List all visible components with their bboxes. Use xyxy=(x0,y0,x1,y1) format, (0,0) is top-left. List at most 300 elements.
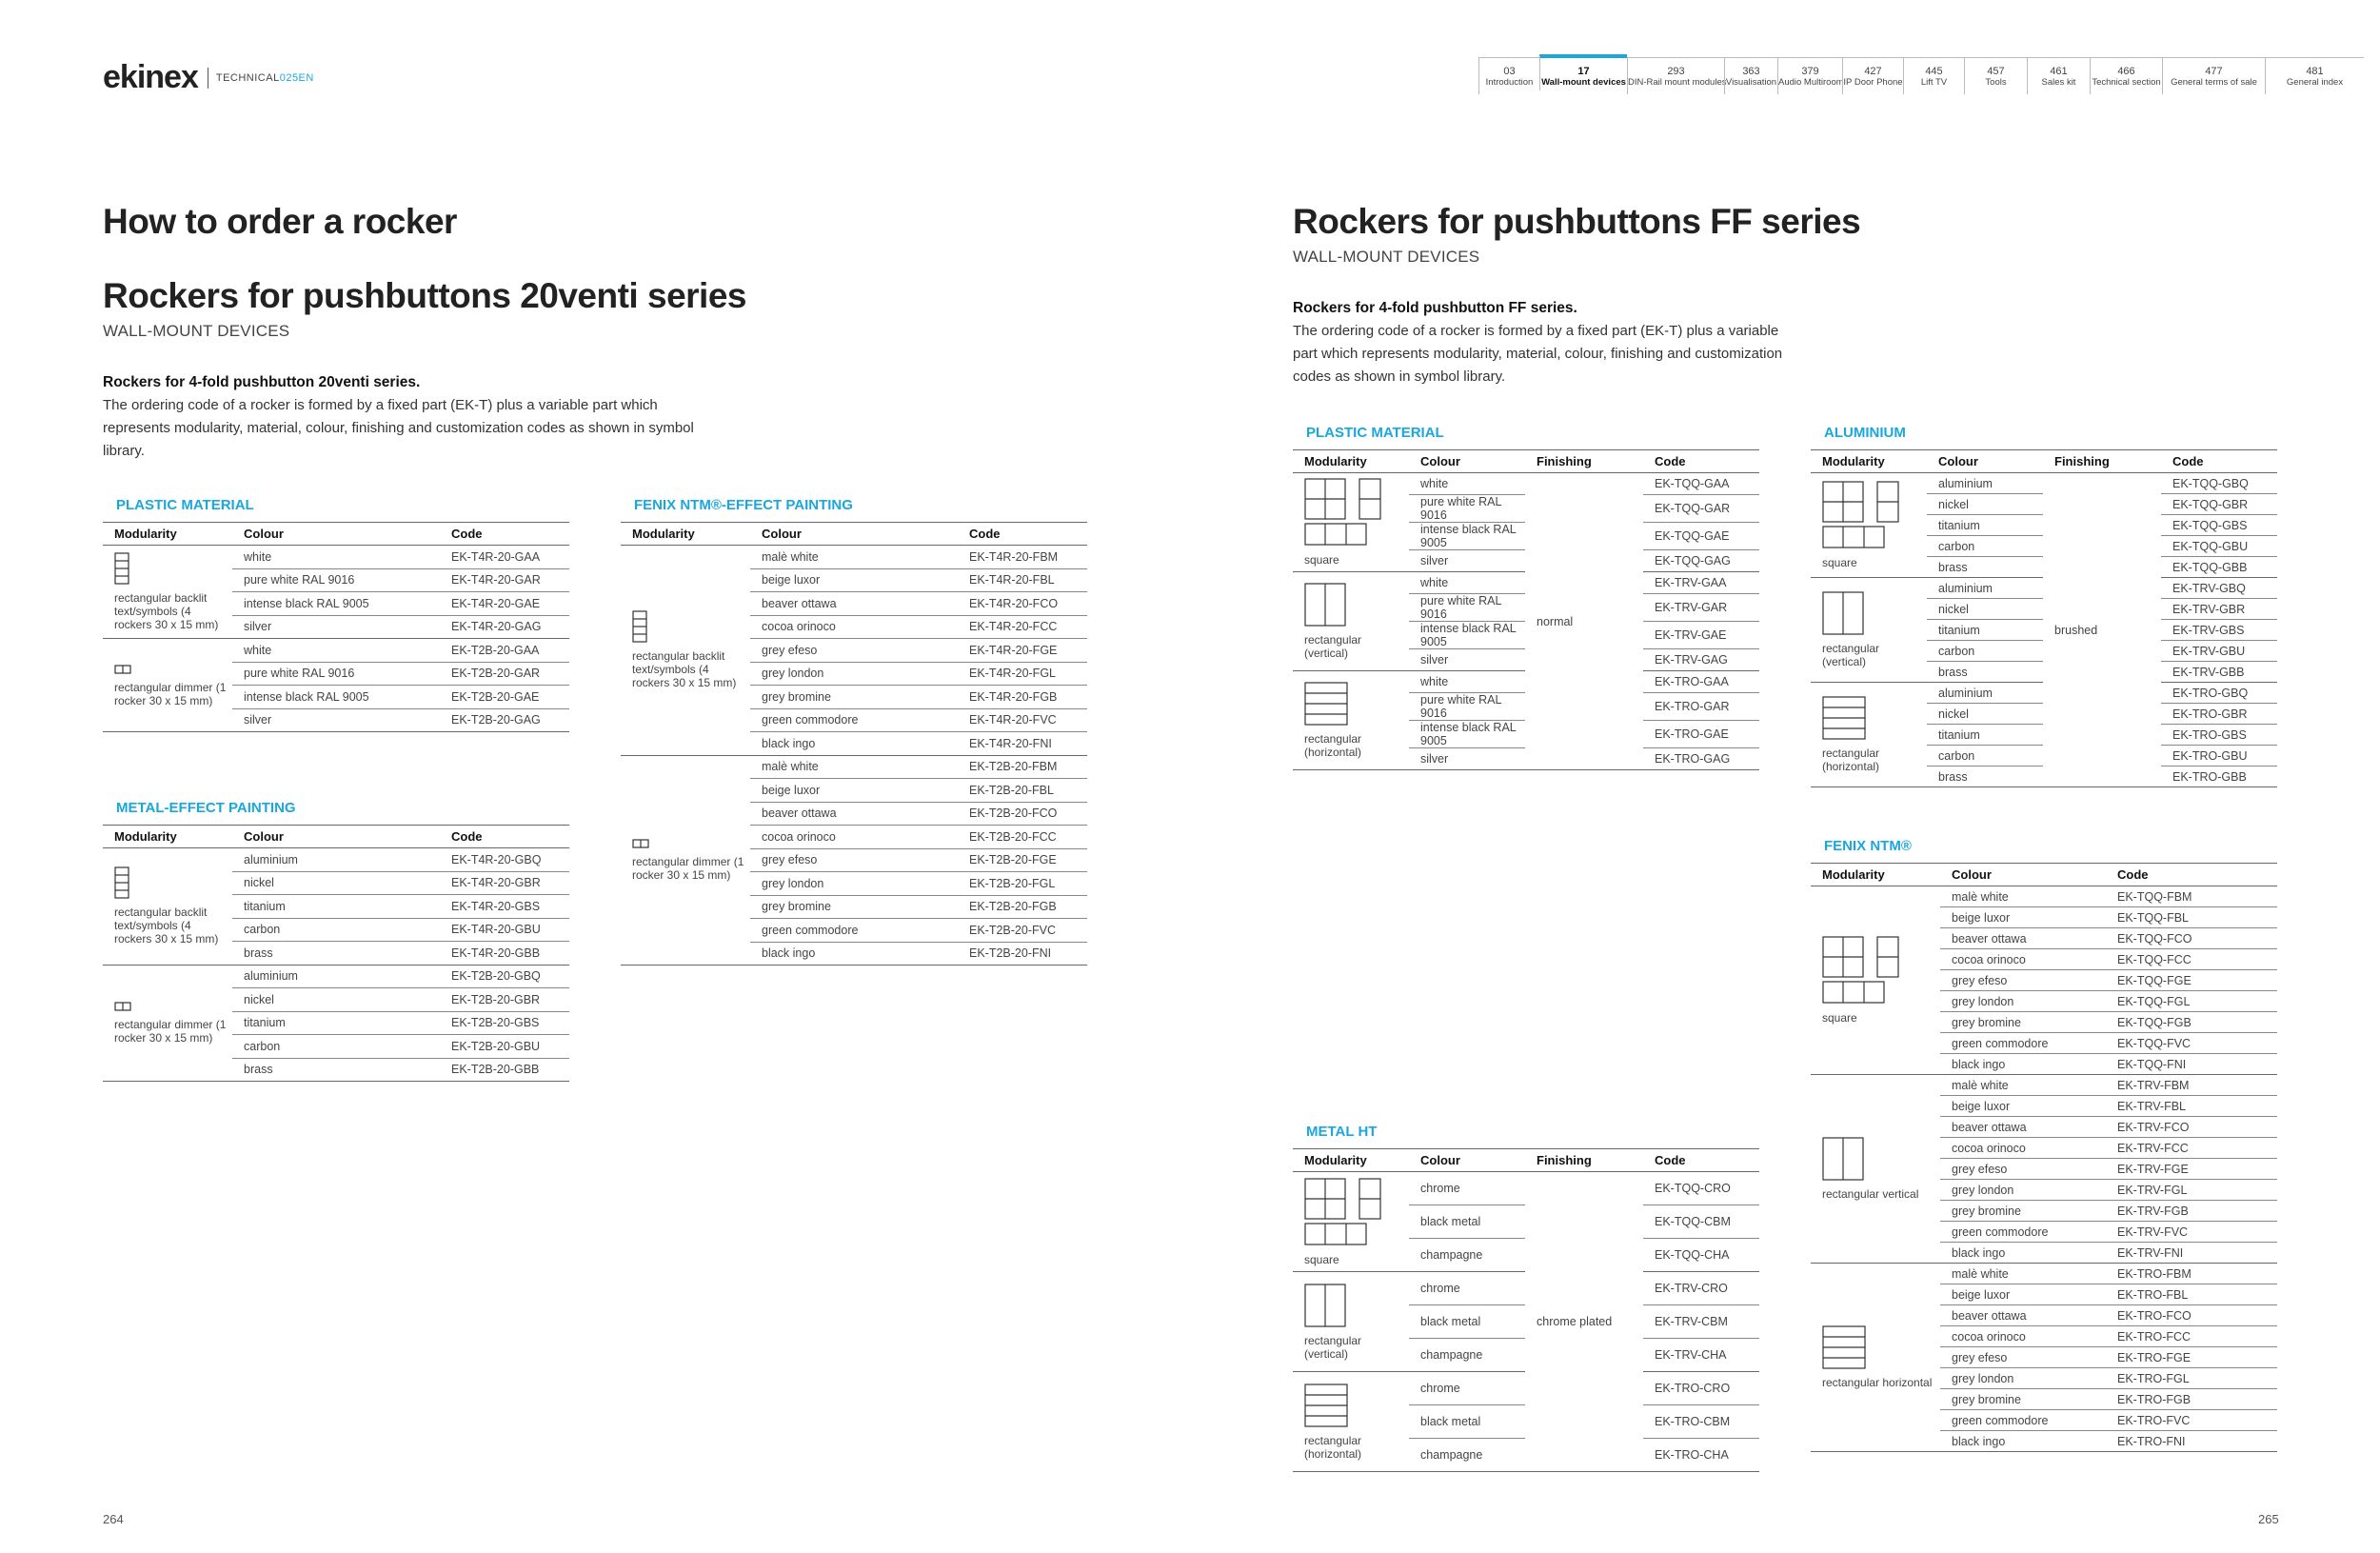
code-cell: EK-T2B-20-GBS xyxy=(440,1011,569,1035)
modularity-square-icon xyxy=(1822,936,1940,1007)
colour-cell: silver xyxy=(1409,748,1525,770)
header-colour: Colour xyxy=(1409,1149,1525,1172)
colour-cell: intense black RAL 9005 xyxy=(1409,721,1525,748)
code-cell: EK-TRO-GAG xyxy=(1643,748,1759,770)
table-fenix-ff xyxy=(1811,863,2277,1452)
colour-cell: carbon xyxy=(232,1035,440,1059)
code-cell: EK-TQQ-GBR xyxy=(2161,494,2277,515)
colour-cell: silver xyxy=(232,708,440,732)
header-colour: Colour xyxy=(1927,450,2043,473)
modularity-cell xyxy=(1293,1172,1409,1272)
nav-tab-10[interactable] xyxy=(2162,58,2265,94)
title-metal-20venti: METAL-EFFECT PAINTING xyxy=(116,800,296,816)
colour-cell: chrome xyxy=(1409,1272,1525,1305)
code-cell: EK-TRV-GBR xyxy=(2161,599,2277,620)
table-metal-20venti xyxy=(103,825,569,1082)
modularity-cell xyxy=(1293,671,1409,770)
code-cell: EK-TRO-FBL xyxy=(2106,1284,2277,1305)
code-cell: EK-TRO-CBM xyxy=(1643,1405,1759,1439)
table-row xyxy=(621,546,1087,569)
colour-cell: pure white RAL 9016 xyxy=(1409,693,1525,721)
code-cell: EK-T2B-20-FNI xyxy=(958,942,1087,966)
nav-tab-label: General terms of sale xyxy=(2171,77,2257,88)
colour-cell: beige luxor xyxy=(750,779,958,803)
modularity-label: rectangular backlit text/symbols (4 rockers 30 x 15 mm) xyxy=(632,649,737,690)
nav-tab-label: Tools xyxy=(1985,77,2007,88)
table-header-row xyxy=(1293,1149,1759,1172)
table-row xyxy=(1811,886,2277,907)
colour-cell: titanium xyxy=(1927,725,2043,746)
colour-cell: aluminium xyxy=(1927,578,2043,599)
header-colour: Colour xyxy=(750,523,958,546)
nav-tab-label: DIN-Rail mount modules xyxy=(1628,77,1727,88)
header-colour: Colour xyxy=(232,826,440,848)
nav-tab-number: 477 xyxy=(2205,66,2223,77)
title-fenix-ff: FENIX NTM® xyxy=(1824,838,1912,854)
colour-cell: black ingo xyxy=(1940,1054,2106,1075)
code-cell: EK-T2B-20-FCC xyxy=(958,826,1087,849)
code-cell: EK-TQQ-GBQ xyxy=(2161,473,2277,494)
modularity-vert-icon xyxy=(1822,1137,1940,1184)
colour-cell: nickel xyxy=(1927,704,2043,725)
colour-cell: champagne xyxy=(1409,1239,1525,1272)
colour-cell: cocoa orinoco xyxy=(1940,1138,2106,1159)
code-cell: EK-TRO-FNI xyxy=(2106,1431,2277,1452)
nav-tab-11[interactable] xyxy=(2265,58,2364,94)
intro-left-heading: Rockers for 4-fold pushbutton 20venti series. xyxy=(103,374,421,390)
code-cell: EK-T2B-20-GBQ xyxy=(440,965,569,988)
modularity-label: rectangular dimmer (1 rocker 30 x 15 mm) xyxy=(114,1018,227,1045)
colour-cell: brass xyxy=(1927,767,2043,787)
colour-cell: cocoa orinoco xyxy=(750,826,958,849)
code-cell: EK-TRV-GAG xyxy=(1643,649,1759,671)
colour-cell: grey london xyxy=(1940,991,2106,1012)
code-cell: EK-TRV-GAR xyxy=(1643,594,1759,622)
nav-tab-3[interactable] xyxy=(1724,58,1777,94)
colour-cell: white xyxy=(1409,572,1525,594)
modularity-horiz-icon xyxy=(1822,1325,1940,1372)
colour-cell: pure white RAL 9016 xyxy=(232,662,440,686)
colour-cell: beige luxor xyxy=(1940,907,2106,928)
code-cell: EK-TQQ-CBM xyxy=(1643,1205,1759,1239)
colour-cell: black ingo xyxy=(1940,1431,2106,1452)
modularity-cell xyxy=(1293,1272,1409,1372)
colour-cell: black ingo xyxy=(750,732,958,756)
colour-cell: white xyxy=(1409,671,1525,693)
nav-tab-0[interactable] xyxy=(1478,58,1539,94)
colour-cell: silver xyxy=(1409,649,1525,671)
header-modularity: Modularity xyxy=(1293,450,1409,473)
table-row xyxy=(103,848,569,872)
code-cell: EK-T2B-20-GBR xyxy=(440,988,569,1012)
code-cell: EK-TRV-GBQ xyxy=(2161,578,2277,599)
nav-tab-label: IP Door Phone xyxy=(1843,77,1903,88)
nav-tab-label: General index xyxy=(2286,77,2344,88)
modularity-square-icon xyxy=(1304,1178,1409,1249)
colour-cell: malè white xyxy=(1940,1264,2106,1284)
colour-cell: grey bromine xyxy=(1940,1012,2106,1033)
nav-tab-label: Sales kit xyxy=(2041,77,2076,88)
modularity-cell xyxy=(1811,1264,1940,1452)
colour-cell: aluminium xyxy=(1927,683,2043,704)
colour-cell: intense black RAL 9005 xyxy=(1409,622,1525,649)
colour-cell: white xyxy=(1409,473,1525,495)
modularity-label: rectangular backlit text/symbols (4 rockers 30 x 15 mm) xyxy=(114,906,219,946)
page-number-right: 265 xyxy=(2258,1512,2279,1526)
table-header-row xyxy=(103,826,569,848)
code-cell: EK-TRV-GBS xyxy=(2161,620,2277,641)
header-code: Code xyxy=(440,523,569,546)
colour-cell: grey efeso xyxy=(750,639,958,663)
code-cell: EK-TRO-GBB xyxy=(2161,767,2277,787)
code-cell: EK-TRV-CRO xyxy=(1643,1272,1759,1305)
modularity-cell xyxy=(1293,473,1409,572)
code-cell: EK-TRV-FBL xyxy=(2106,1096,2277,1117)
colour-cell: black ingo xyxy=(1940,1243,2106,1264)
code-cell: EK-TRO-GBU xyxy=(2161,746,2277,767)
intro-right-text: The ordering code of a rocker is formed by a fixed part (EK-T) plus a variable part which represents modularity, material, colour, finishing and customization codes as shown in symbol library. xyxy=(1293,323,1783,385)
table-row xyxy=(621,755,1087,779)
colour-cell: beaver ottawa xyxy=(1940,1117,2106,1138)
table-row xyxy=(103,965,569,988)
colour-cell: titanium xyxy=(232,1011,440,1035)
code-cell: EK-TQQ-GBB xyxy=(2161,557,2277,578)
header-code: Code xyxy=(958,523,1087,546)
header-modularity: Modularity xyxy=(103,523,232,546)
colour-cell: brass xyxy=(1927,557,2043,578)
table-metal-ht xyxy=(1293,1148,1759,1472)
nav-tab-6[interactable] xyxy=(1903,58,1964,94)
modularity-vert-icon xyxy=(1822,591,1927,638)
section-subtitle-left: WALL-MOUNT DEVICES xyxy=(103,322,290,340)
code-cell: EK-TRV-CBM xyxy=(1643,1305,1759,1339)
intro-left xyxy=(103,371,712,463)
nav-tab-number: 363 xyxy=(1742,66,1760,77)
colour-cell: grey london xyxy=(1940,1368,2106,1389)
code-cell: EK-TQQ-FGB xyxy=(2106,1012,2277,1033)
nav-tab-4[interactable] xyxy=(1777,58,1842,94)
table-row xyxy=(1811,473,2277,494)
colour-cell: titanium xyxy=(1927,620,2043,641)
code-cell: EK-TRO-FGB xyxy=(2106,1389,2277,1410)
header-colour: Colour xyxy=(1940,864,2106,886)
header-modularity: Modularity xyxy=(1293,1149,1409,1172)
table-row xyxy=(103,639,569,663)
code-cell: EK-T4R-20-GBR xyxy=(440,871,569,895)
header-code: Code xyxy=(2106,864,2277,886)
code-cell: EK-T4R-20-FBM xyxy=(958,546,1087,569)
colour-cell: silver xyxy=(232,615,440,639)
code-cell: EK-T2B-20-FBL xyxy=(958,779,1087,803)
tag-prefix: TECHNICAL xyxy=(215,71,280,84)
code-cell: EK-TQQ-FNI xyxy=(2106,1054,2277,1075)
colour-cell: malè white xyxy=(1940,886,2106,907)
colour-cell: brass xyxy=(232,1058,440,1082)
title-metal-ht: METAL HT xyxy=(1306,1124,1378,1140)
colour-cell: carbon xyxy=(232,918,440,942)
header-finishing: Finishing xyxy=(1525,450,1643,473)
modularity-label: rectangular (vertical) xyxy=(1304,1333,1362,1361)
code-cell: EK-TRO-FCC xyxy=(2106,1326,2277,1347)
colour-cell: grey london xyxy=(750,662,958,686)
modularity-cell xyxy=(621,546,750,756)
modularity-label: rectangular (horizontal) xyxy=(1822,747,1880,773)
modularity-cell xyxy=(1293,572,1409,671)
header-code: Code xyxy=(1643,450,1759,473)
code-cell: EK-T4R-20-FCO xyxy=(958,592,1087,616)
colour-cell: white xyxy=(232,639,440,663)
header-colour: Colour xyxy=(1409,450,1525,473)
colour-cell: beaver ottawa xyxy=(1940,928,2106,949)
colour-cell: carbon xyxy=(1927,641,2043,662)
colour-cell: grey efeso xyxy=(750,848,958,872)
nav-tab-label: Wall-mount devices xyxy=(1541,77,1626,88)
colour-cell: green commodore xyxy=(1940,1033,2106,1054)
colour-cell: champagne xyxy=(1409,1339,1525,1372)
code-cell: EK-T2B-20-GBU xyxy=(440,1035,569,1059)
header-code: Code xyxy=(1643,1149,1759,1172)
code-cell: EK-TQQ-FCO xyxy=(2106,928,2277,949)
code-cell: EK-T4R-20-FGB xyxy=(958,686,1087,709)
modularity-cell xyxy=(103,965,232,1082)
modularity-label: rectangular horizontal xyxy=(1822,1376,1933,1389)
modularity-cell xyxy=(103,546,232,639)
code-cell: EK-TRO-FGL xyxy=(2106,1368,2277,1389)
modularity-rect1-icon xyxy=(114,664,232,677)
intro-right-heading: Rockers for 4-fold pushbutton FF series. xyxy=(1293,300,1577,316)
table-header-row xyxy=(621,523,1087,546)
code-cell: EK-TRO-FVC xyxy=(2106,1410,2277,1431)
colour-cell: malè white xyxy=(750,755,958,779)
page-title-ff: Rockers for pushbuttons FF series xyxy=(1293,202,1861,241)
code-cell: EK-TQQ-CRO xyxy=(1643,1172,1759,1205)
colour-cell: grey london xyxy=(1940,1180,2106,1201)
code-cell: EK-TRO-GBS xyxy=(2161,725,2277,746)
code-cell: EK-TRO-GAE xyxy=(1643,721,1759,748)
colour-cell: grey london xyxy=(750,872,958,896)
page-title-how-to-order: How to order a rocker xyxy=(103,202,457,241)
nav-tab-number: 17 xyxy=(1577,66,1590,77)
header-finishing: Finishing xyxy=(1525,1149,1643,1172)
colour-cell: grey bromine xyxy=(750,895,958,919)
colour-cell: malè white xyxy=(1940,1075,2106,1096)
code-cell: EK-TQQ-GAA xyxy=(1643,473,1759,495)
nav-tab-label: Introduction xyxy=(1485,77,1534,88)
table-row xyxy=(1811,1264,2277,1284)
header-colour: Colour xyxy=(232,523,440,546)
code-cell: EK-TRV-FGB xyxy=(2106,1201,2277,1222)
code-cell: EK-T4R-20-FVC xyxy=(958,708,1087,732)
modularity-square-icon xyxy=(1822,481,1927,552)
colour-cell: cocoa orinoco xyxy=(1940,1326,2106,1347)
modularity-rect4-icon xyxy=(632,610,750,646)
code-cell: EK-T2B-20-GAR xyxy=(440,662,569,686)
colour-cell: chrome xyxy=(1409,1372,1525,1405)
intro-right xyxy=(1293,297,1788,388)
modularity-rect1-icon xyxy=(632,838,750,851)
code-cell: EK-T4R-20-GBS xyxy=(440,895,569,919)
nav-tab-7[interactable] xyxy=(1964,58,2027,94)
colour-cell: intense black RAL 9005 xyxy=(1409,523,1525,550)
modularity-horiz-icon xyxy=(1304,682,1409,728)
colour-cell: grey bromine xyxy=(1940,1201,2106,1222)
code-cell: EK-TQQ-FVC xyxy=(2106,1033,2277,1054)
intro-left-text: The ordering code of a rocker is formed by a fixed part (EK-T) plus a variable part which represents modularity, material, colour, finishing and customization codes as shown in symbol library. xyxy=(103,397,694,459)
colour-cell: pure white RAL 9016 xyxy=(1409,495,1525,523)
modularity-label: rectangular dimmer (1 rocker 30 x 15 mm) xyxy=(114,680,227,707)
code-cell: EK-T4R-20-GAE xyxy=(440,592,569,616)
modularity-rect4-icon xyxy=(114,552,232,587)
colour-cell: grey bromine xyxy=(750,686,958,709)
modularity-cell xyxy=(1811,473,1927,578)
code-cell: EK-T4R-20-FGE xyxy=(958,639,1087,663)
colour-cell: silver xyxy=(1409,550,1525,572)
colour-cell: nickel xyxy=(1927,599,2043,620)
colour-cell: grey bromine xyxy=(1940,1389,2106,1410)
modularity-cell xyxy=(1811,1075,1940,1264)
modularity-label: square xyxy=(1304,553,1339,567)
header-modularity: Modularity xyxy=(1811,450,1927,473)
colour-cell: green commodore xyxy=(1940,1410,2106,1431)
page-title-20venti: Rockers for pushbuttons 20venti series xyxy=(103,276,746,315)
colour-cell: green commodore xyxy=(750,919,958,943)
code-cell: EK-TQQ-GAG xyxy=(1643,550,1759,572)
colour-cell: beige luxor xyxy=(1940,1284,2106,1305)
colour-cell: chrome xyxy=(1409,1172,1525,1205)
finishing-cell: normal xyxy=(1525,473,1643,770)
code-cell: EK-TQQ-FGE xyxy=(2106,970,2277,991)
table-row xyxy=(1293,1172,1759,1205)
modularity-rect1-icon xyxy=(114,1001,232,1014)
code-cell: EK-T4R-20-GBB xyxy=(440,942,569,966)
colour-cell: malè white xyxy=(750,546,958,569)
table-header-row xyxy=(1811,864,2277,886)
colour-cell: cocoa orinoco xyxy=(750,615,958,639)
table-row xyxy=(1811,1075,2277,1096)
modularity-label: square xyxy=(1822,1011,1857,1025)
code-cell: EK-T2B-20-GAE xyxy=(440,686,569,709)
colour-cell: beige luxor xyxy=(750,568,958,592)
modularity-rect4-icon xyxy=(114,866,232,902)
colour-cell: grey efeso xyxy=(1940,1159,2106,1180)
nav-tab-label: Visualisation xyxy=(1725,77,1777,88)
code-cell: EK-TRO-CHA xyxy=(1643,1439,1759,1472)
code-cell: EK-T4R-20-FCC xyxy=(958,615,1087,639)
nav-tab-number: 466 xyxy=(2117,66,2135,77)
code-cell: EK-TRO-FBM xyxy=(2106,1264,2277,1284)
code-cell: EK-T2B-20-FGB xyxy=(958,895,1087,919)
nav-tab-5[interactable] xyxy=(1842,58,1903,94)
nav-tab-8[interactable] xyxy=(2027,58,2090,94)
header-modularity: Modularity xyxy=(103,826,232,848)
nav-tab-2[interactable] xyxy=(1627,58,1727,94)
modularity-cell xyxy=(103,848,232,966)
table-header-row xyxy=(103,523,569,546)
title-plastic-20venti: PLASTIC MATERIAL xyxy=(116,497,254,513)
code-cell: EK-TRO-FGE xyxy=(2106,1347,2277,1368)
modularity-cell xyxy=(1293,1372,1409,1472)
colour-cell: nickel xyxy=(232,988,440,1012)
code-cell: EK-T2B-20-FGL xyxy=(958,872,1087,896)
code-cell: EK-T4R-20-GBU xyxy=(440,918,569,942)
code-cell: EK-T2B-20-GBB xyxy=(440,1058,569,1082)
document-tag xyxy=(216,72,314,84)
modularity-label: rectangular (vertical) xyxy=(1304,633,1362,660)
finishing-cell: chrome plated xyxy=(1525,1172,1643,1472)
modularity-label: rectangular (horizontal) xyxy=(1304,1433,1362,1461)
colour-cell: black metal xyxy=(1409,1205,1525,1239)
code-cell: EK-TRV-GBU xyxy=(2161,641,2277,662)
nav-tab-number: 03 xyxy=(1503,66,1516,77)
colour-cell: beaver ottawa xyxy=(750,802,958,826)
nav-tab-number: 379 xyxy=(1801,66,1819,77)
colour-cell: grey efeso xyxy=(1940,1347,2106,1368)
table-row xyxy=(1293,473,1759,495)
colour-cell: cocoa orinoco xyxy=(1940,949,2106,970)
nav-tab-9[interactable] xyxy=(2090,58,2162,94)
modularity-horiz-icon xyxy=(1822,696,1927,743)
table-row xyxy=(103,546,569,569)
colour-cell: carbon xyxy=(1927,536,2043,557)
code-cell: EK-TRV-FVC xyxy=(2106,1222,2277,1243)
modularity-square-icon xyxy=(1304,478,1409,549)
code-cell: EK-TRO-GBR xyxy=(2161,704,2277,725)
header-code: Code xyxy=(2161,450,2277,473)
colour-cell: black metal xyxy=(1409,1305,1525,1339)
colour-cell: nickel xyxy=(232,871,440,895)
colour-cell: grey efeso xyxy=(1940,970,2106,991)
code-cell: EK-T4R-20-FNI xyxy=(958,732,1087,756)
code-cell: EK-TRV-FCC xyxy=(2106,1138,2277,1159)
code-cell: EK-TRO-GAA xyxy=(1643,671,1759,693)
code-cell: EK-TRV-CHA xyxy=(1643,1339,1759,1372)
colour-cell: green commodore xyxy=(1940,1222,2106,1243)
nav-tab-label: Audio Multiroom xyxy=(1778,77,1844,88)
section-subtitle-right: WALL-MOUNT DEVICES xyxy=(1293,248,1480,266)
nav-tab-label: Technical section xyxy=(2092,77,2161,88)
nav-tab-number: 445 xyxy=(1925,66,1943,77)
colour-cell: aluminium xyxy=(232,965,440,988)
colour-cell: brass xyxy=(232,942,440,966)
code-cell: EK-T2B-20-FCO xyxy=(958,802,1087,826)
nav-tab-number: 481 xyxy=(2306,66,2324,77)
modularity-label: square xyxy=(1304,1252,1339,1266)
nav-tab-number: 457 xyxy=(1987,66,2005,77)
colour-cell: black metal xyxy=(1409,1405,1525,1439)
table-header-row xyxy=(1811,450,2277,473)
colour-cell: pure white RAL 9016 xyxy=(232,568,440,592)
code-cell: EK-TRV-GBB xyxy=(2161,662,2277,683)
ekinex-logo[interactable] xyxy=(103,59,314,96)
code-cell: EK-T2B-20-FVC xyxy=(958,919,1087,943)
modularity-vert-icon xyxy=(1304,1284,1409,1330)
colour-cell: aluminium xyxy=(1927,473,2043,494)
modularity-label: rectangular vertical xyxy=(1822,1187,1919,1201)
code-cell: EK-TRV-FCO xyxy=(2106,1117,2277,1138)
code-cell: EK-T2B-20-GAG xyxy=(440,708,569,732)
logo-wordmark: ekinex xyxy=(103,59,198,95)
code-cell: EK-TRV-FGL xyxy=(2106,1180,2277,1201)
code-cell: EK-T4R-20-GAA xyxy=(440,546,569,569)
modularity-cell xyxy=(621,755,750,966)
nav-tab-1[interactable] xyxy=(1539,54,1627,90)
code-cell: EK-TQQ-GBU xyxy=(2161,536,2277,557)
code-cell: EK-TQQ-FCC xyxy=(2106,949,2277,970)
code-cell: EK-TQQ-FBL xyxy=(2106,907,2277,928)
colour-cell: champagne xyxy=(1409,1439,1525,1472)
colour-cell: carbon xyxy=(1927,746,2043,767)
modularity-cell xyxy=(1811,886,1940,1075)
